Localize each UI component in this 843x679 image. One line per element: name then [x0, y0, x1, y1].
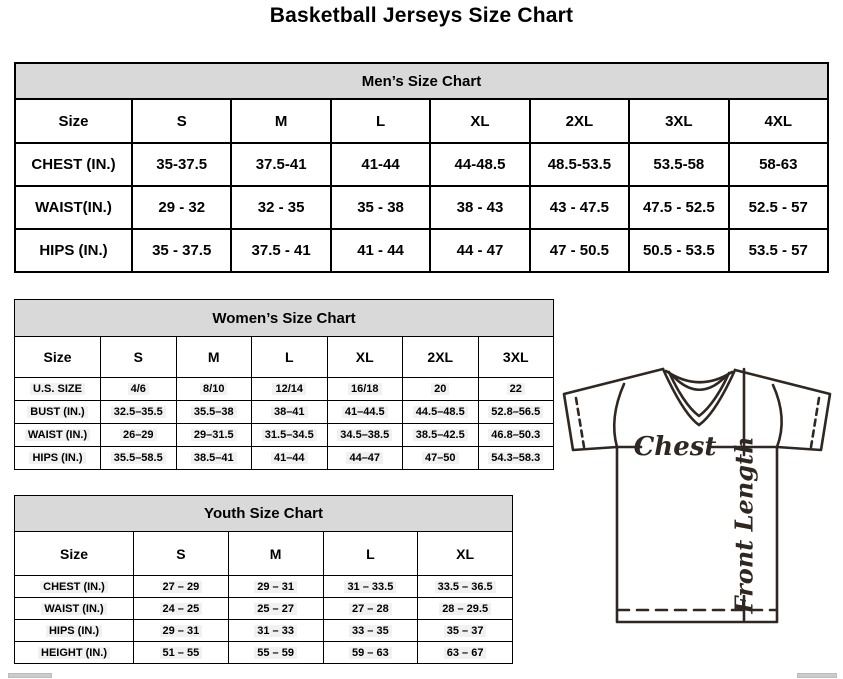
column-header: Size [15, 99, 132, 143]
cell-value: 46.8–50.3 [488, 429, 543, 441]
table-row [15, 424, 554, 447]
cell-value: 27 – 28 [349, 603, 392, 615]
cell-value: 41-44 [361, 156, 400, 173]
value-cell [629, 186, 728, 229]
row-label-cell [15, 447, 101, 470]
value-cell [323, 642, 418, 664]
column-header: L [252, 337, 328, 378]
column-header: Size [15, 532, 134, 576]
value-cell [331, 229, 430, 272]
value-cell [176, 447, 252, 470]
value-cell [729, 143, 828, 186]
scrollbar-fragment-left[interactable] [8, 673, 52, 678]
value-cell [132, 143, 231, 186]
cell-value: 28 – 29.5 [439, 603, 491, 615]
cell-value: 47 - 50.5 [549, 242, 609, 259]
value-cell [418, 620, 513, 642]
column-header: 4XL [729, 99, 828, 143]
table-row [15, 143, 828, 186]
column-header: XL [430, 99, 529, 143]
row-label: HIPS (IN.) [29, 452, 85, 464]
cell-value: 29 – 31 [254, 581, 297, 593]
value-cell [331, 186, 430, 229]
cell-value: 35 – 37 [444, 625, 487, 637]
value-cell [323, 576, 418, 598]
right-sleeve-seam [773, 385, 782, 447]
value-cell [729, 186, 828, 229]
row-label: BUST (IN.) [27, 406, 87, 418]
table-title: Youth Size Chart [15, 496, 513, 532]
cell-value: 38–41 [271, 406, 308, 418]
row-label: WAIST (IN.) [25, 429, 90, 441]
value-cell [132, 186, 231, 229]
cell-value: 31.5–34.5 [262, 429, 317, 441]
column-header: XL [327, 337, 403, 378]
column-header-row [15, 337, 554, 378]
column-header: Size [15, 337, 101, 378]
value-cell [101, 447, 177, 470]
cell-value: 53.5 - 57 [748, 242, 808, 259]
table-row [15, 598, 513, 620]
cell-value: 44–47 [346, 452, 383, 464]
value-cell [403, 401, 479, 424]
scrollbar-fragment-right[interactable] [797, 673, 837, 678]
value-cell [430, 143, 529, 186]
page-title: Basketball Jerseys Size Chart [269, 4, 574, 27]
value-cell [252, 424, 328, 447]
cell-value: 16/18 [348, 383, 382, 395]
cell-value: 43 - 47.5 [549, 199, 609, 216]
value-cell [252, 378, 328, 401]
cell-value: 31 – 33 [254, 625, 297, 637]
cell-value: 55 – 59 [254, 647, 297, 659]
value-cell [176, 378, 252, 401]
cell-value: 27 – 29 [160, 581, 203, 593]
column-header: S [134, 532, 229, 576]
column-header: 3XL [478, 337, 554, 378]
cell-value: 51 – 55 [160, 647, 203, 659]
cell-value: 22 [507, 383, 525, 395]
column-header-row [15, 99, 828, 143]
row-label: HIPS (IN.) [46, 625, 102, 637]
cell-value: 41–44 [271, 452, 308, 464]
cell-value: 44-48.5 [454, 156, 506, 173]
column-header: M [228, 532, 323, 576]
value-cell [327, 401, 403, 424]
cell-value: 52.8–56.5 [488, 406, 543, 418]
column-header: S [132, 99, 231, 143]
value-cell [478, 401, 554, 424]
value-cell [629, 143, 728, 186]
cell-value: 29–31.5 [191, 429, 237, 441]
value-cell [176, 401, 252, 424]
column-header: M [231, 99, 330, 143]
youth-size-chart-table [14, 495, 513, 664]
cell-value: 32 - 35 [257, 199, 305, 216]
jersey-measurement-diagram [558, 358, 840, 630]
womens-size-chart-table [14, 299, 554, 470]
column-header: L [323, 532, 418, 576]
table-row [15, 229, 828, 272]
table-title: Women’s Size Chart [15, 300, 554, 337]
value-cell [134, 576, 229, 598]
table-row [15, 576, 513, 598]
cell-value: 37.5 - 41 [251, 242, 311, 259]
column-header: L [331, 99, 430, 143]
value-cell [729, 229, 828, 272]
cell-value: 52.5 - 57 [748, 199, 808, 216]
cell-value: 44.5–48.5 [413, 406, 468, 418]
value-cell [403, 424, 479, 447]
value-cell [430, 186, 529, 229]
jersey-outline [564, 369, 830, 622]
value-cell [228, 642, 323, 664]
cell-value: 58-63 [759, 156, 798, 173]
value-cell [418, 642, 513, 664]
row-label-cell [15, 401, 101, 424]
table-row [15, 186, 828, 229]
cell-value: 8/10 [200, 383, 227, 395]
value-cell [134, 642, 229, 664]
row-label: CHEST (IN.) [31, 156, 116, 173]
table-row [15, 378, 554, 401]
value-cell [231, 229, 330, 272]
value-cell [418, 576, 513, 598]
value-cell [478, 424, 554, 447]
row-label: WAIST (IN.) [41, 603, 106, 615]
value-cell [629, 229, 728, 272]
jersey-diagram-svg [558, 358, 840, 630]
column-header: S [101, 337, 177, 378]
row-label: HIPS (IN.) [39, 242, 108, 259]
value-cell [134, 598, 229, 620]
cell-value: 54.3–58.3 [488, 452, 543, 464]
cell-value: 32.5–35.5 [111, 406, 166, 418]
column-header: M [176, 337, 252, 378]
front-length-label: Front Length [729, 436, 759, 614]
cell-value: 38.5–42.5 [413, 429, 468, 441]
mens-size-chart-table [14, 62, 829, 273]
left-sleeve-hem-dashed [576, 398, 584, 447]
value-cell [323, 598, 418, 620]
cell-value: 12/14 [272, 383, 306, 395]
value-cell [134, 620, 229, 642]
value-cell [327, 424, 403, 447]
table-row [15, 620, 513, 642]
table-title-row [15, 300, 554, 337]
cell-value: 33.5 – 36.5 [435, 581, 496, 593]
value-cell [231, 143, 330, 186]
cell-value: 47–50 [422, 452, 459, 464]
value-cell [101, 424, 177, 447]
table-title: Men’s Size Chart [15, 63, 828, 99]
cell-value: 41–44.5 [342, 406, 388, 418]
value-cell [228, 598, 323, 620]
cell-value: 34.5–38.5 [337, 429, 392, 441]
cell-value: 26–29 [120, 429, 157, 441]
value-cell [101, 378, 177, 401]
value-cell [252, 447, 328, 470]
cell-value: 38 - 43 [456, 199, 504, 216]
row-label-cell [15, 642, 134, 664]
row-label-cell [15, 186, 132, 229]
row-label-cell [15, 424, 101, 447]
cell-value: 53.5-58 [653, 156, 705, 173]
chest-label: Chest [633, 432, 717, 462]
cell-value: 35.5–38 [191, 406, 237, 418]
cell-value: 38.5–41 [191, 452, 237, 464]
cell-value: 35 - 37.5 [152, 242, 212, 259]
cell-value: 47.5 - 52.5 [642, 199, 715, 216]
cell-value: 31 – 33.5 [344, 581, 396, 593]
right-sleeve-hem-dashed [811, 398, 819, 447]
cell-value: 35 - 38 [357, 199, 404, 216]
row-label-cell [15, 378, 101, 401]
row-label: CHEST (IN.) [40, 581, 108, 593]
column-header-row [15, 532, 513, 576]
value-cell [478, 447, 554, 470]
row-label: U.S. SIZE [30, 383, 85, 395]
cell-value: 33 – 35 [349, 625, 392, 637]
value-cell [530, 229, 629, 272]
value-cell [231, 186, 330, 229]
value-cell [530, 186, 629, 229]
value-cell [228, 620, 323, 642]
cell-value: 48.5-53.5 [547, 156, 612, 173]
cell-value: 44 - 47 [456, 242, 504, 259]
value-cell [331, 143, 430, 186]
row-label-cell [15, 143, 132, 186]
value-cell [430, 229, 529, 272]
cell-value: 37.5-41 [255, 156, 307, 173]
value-cell [327, 447, 403, 470]
table-title-row [15, 63, 828, 99]
value-cell [403, 378, 479, 401]
value-cell [530, 143, 629, 186]
value-cell [403, 447, 479, 470]
row-label-cell [15, 576, 134, 598]
row-label-cell [15, 598, 134, 620]
cell-value: 63 – 67 [444, 647, 487, 659]
cell-value: 35-37.5 [156, 156, 208, 173]
value-cell [478, 378, 554, 401]
table-title-row [15, 496, 513, 532]
column-header: XL [418, 532, 513, 576]
cell-value: 35.5–58.5 [111, 452, 166, 464]
row-label-cell [15, 229, 132, 272]
cell-value: 41 - 44 [357, 242, 404, 259]
value-cell [323, 620, 418, 642]
value-cell [228, 576, 323, 598]
left-sleeve-seam [614, 384, 624, 447]
cell-value: 25 – 27 [254, 603, 297, 615]
cell-value: 59 – 63 [349, 647, 392, 659]
value-cell [418, 598, 513, 620]
value-cell [101, 401, 177, 424]
row-label: HEIGHT (IN.) [38, 647, 110, 659]
cell-value: 20 [431, 383, 449, 395]
table-row [15, 447, 554, 470]
cell-value: 4/6 [128, 383, 149, 395]
cell-value: 50.5 - 53.5 [642, 242, 715, 259]
row-label: WAIST(IN.) [35, 199, 112, 216]
column-header: 2XL [403, 337, 479, 378]
column-header: 3XL [629, 99, 728, 143]
row-label-cell [15, 620, 134, 642]
cell-value: 29 - 32 [158, 199, 206, 216]
table-row [15, 642, 513, 664]
cell-value: 29 – 31 [160, 625, 203, 637]
cell-value: 24 – 25 [160, 603, 203, 615]
value-cell [132, 229, 231, 272]
table-row [15, 401, 554, 424]
value-cell [252, 401, 328, 424]
value-cell [176, 424, 252, 447]
column-header: 2XL [530, 99, 629, 143]
value-cell [327, 378, 403, 401]
